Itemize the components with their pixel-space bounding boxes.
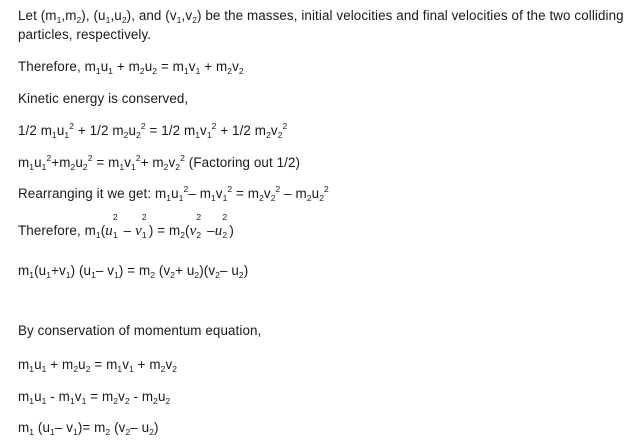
- factored-equation: $m_1u_1^2+m_2u_2^2 = m_1v_1^2+ m_2v_2^2$ (Factoring out 1/2): [18, 153, 301, 172]
- conservation-of-momentum-statement: By conservation of momentum equation,: [18, 323, 262, 338]
- kinetic-energy-statement: Kinetic energy is conserved,: [18, 91, 189, 106]
- rearranged-equation: Rearranging it we get: $m_1u_1^2-$ $m_1v_1^2 = m_2v_2^2 - m_2u_2^2$: [18, 184, 329, 203]
- momentum-factored-equation: $m_1$ ($u_1-$ $v_1)= m_2$ ($v_2-$ $u_2$): [18, 420, 159, 437]
- difference-of-squares-equation: $m_1(u_1+v_1)$ ($u_1-$ $v_1) = m_2$ $(v_2+ u_2)(v_2-$ $u_2$): [18, 263, 249, 280]
- intro-paragraph: Let $(m_1,m_2)$, $(u_1,u_2)$, and $(v_1,v_2)$ be the masses, initial velocities and final velocities of the two colliding particles, respectively.: [18, 8, 624, 42]
- momentum-rearranged-equation: $m_1u_1 - m_1v_1 = m_2v_2 - m_2u_2$: [18, 389, 171, 406]
- momentum-equation-2: $m_1u_1 + m_2u_2 = m_1v_1 + m_2v_2$: [18, 357, 178, 374]
- therefore-factor-equation: Therefore, $m_1(u$ 2 1 – v 2 1 ) = $m_2(v$ 2 2 –u 2 2 ): [18, 212, 234, 240]
- momentum-equation-1: Therefore, $m_1u_1 + m_2u_2 = m_1v_1 + m_2v_2$: [18, 59, 244, 76]
- kinetic-energy-equation: 1/2 $m_1u_1^2 + 1/2$ $m_2u_2^2 = 1/2$ $m_1v_1^2 + 1/2$ $m_2v_2^2$: [18, 121, 288, 140]
